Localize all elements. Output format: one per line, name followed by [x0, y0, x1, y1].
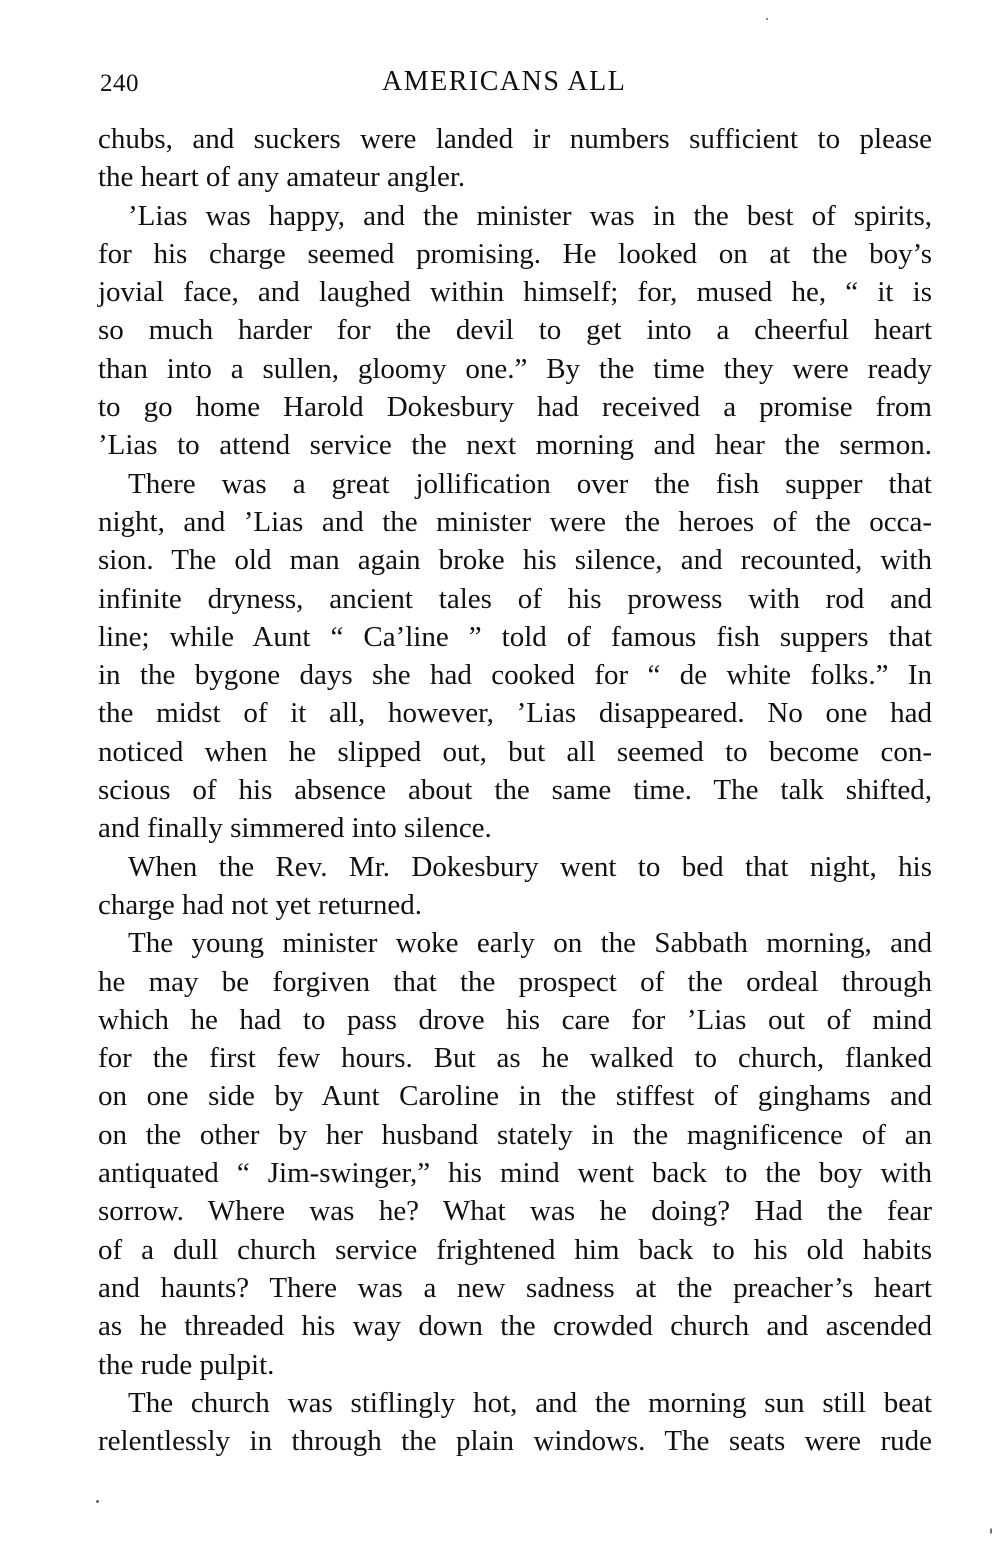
text-line: sorrow. Where was he? What was he doing? Had the fear	[98, 1195, 932, 1228]
text-line: on one side by Aunt Caroline in the stiffest of ginghams and	[98, 1080, 932, 1113]
scan-speck	[990, 1528, 992, 1534]
running-title: AMERICANS ALL	[382, 66, 627, 97]
text-line: infinite dryness, ancient tales of his prowess with rod and	[98, 582, 932, 615]
text-line: There was a great jollification over the fish supper that	[128, 467, 932, 500]
text-line: for his charge seemed promising. He looked on at the boy’s	[98, 237, 932, 270]
text-line: for the first few hours. But as he walked to church, flanked	[98, 1042, 932, 1075]
text-line: ’Lias to attend service the next morning and hear the sermon.	[98, 429, 932, 462]
text-line: relentlessly in through the plain windows. The seats were rude	[98, 1425, 932, 1458]
scan-speck	[96, 1500, 99, 1503]
text-line: on the other by her husband stately in the magnificence of an	[98, 1118, 932, 1151]
page-number: 240	[100, 70, 139, 97]
text-line: and haunts? There was a new sadness at the preacher’s heart	[98, 1271, 932, 1304]
text-line: of a dull church service frightened him back to his old habits	[98, 1233, 932, 1266]
text-line: sion. The old man again broke his silence, and recounted, with	[98, 544, 932, 577]
text-line: and finally simmered into silence.	[98, 812, 492, 845]
running-head	[100, 66, 932, 106]
text-line: noticed when he slipped out, but all seemed to become con-	[98, 735, 932, 768]
text-line: the midst of it all, however, ’Lias disappeared. No one had	[98, 697, 932, 730]
text-line: When the Rev. Mr. Dokesbury went to bed that night, his	[128, 850, 932, 883]
text-line: chubs, and suckers were landed ir numbers sufficient to please	[98, 123, 932, 155]
text-line: so much harder for the devil to get into a cheerful heart	[98, 314, 932, 347]
text-line: to go home Harold Dokesbury had received a promise from	[98, 391, 932, 424]
text-line: antiquated “ Jim-swinger,” his mind went back to the boy with	[98, 1157, 932, 1190]
text-line: in the bygone days she had cooked for “ de white folks.” In	[98, 659, 932, 692]
text-line: than into a sullen, gloomy one.” By the time they were ready	[98, 352, 932, 385]
text-line: the heart of any amateur angler.	[98, 161, 466, 194]
text-line: he may be forgiven that the prospect of the ordeal through	[98, 965, 932, 998]
text-line: the rude pulpit.	[98, 1348, 275, 1381]
text-line: ’Lias was happy, and the minister was in the best of spirits,	[128, 199, 932, 232]
body-text	[98, 120, 932, 1460]
text-line: The church was stiflingly hot, and the morning sun still beat	[128, 1386, 932, 1419]
text-line: charge had not yet returned.	[98, 888, 422, 921]
text-line: scious of his absence about the same time. The talk shifted,	[98, 774, 932, 807]
text-line: which he had to pass drove his care for ’Lias out of mind	[98, 1003, 932, 1036]
text-line: as he threaded his way down the crowded church and ascended	[98, 1310, 932, 1343]
scan-speck	[766, 18, 768, 20]
text-line: The young minister woke early on the Sabbath morning, and	[128, 927, 932, 960]
text-line: line; while Aunt “ Ca’line ” told of famous fish suppers that	[98, 620, 932, 653]
text-line: jovial face, and laughed within himself; for, mused he, “ it is	[98, 276, 932, 309]
text-line: night, and ’Lias and the minister were the heroes of the occa-	[98, 505, 932, 538]
